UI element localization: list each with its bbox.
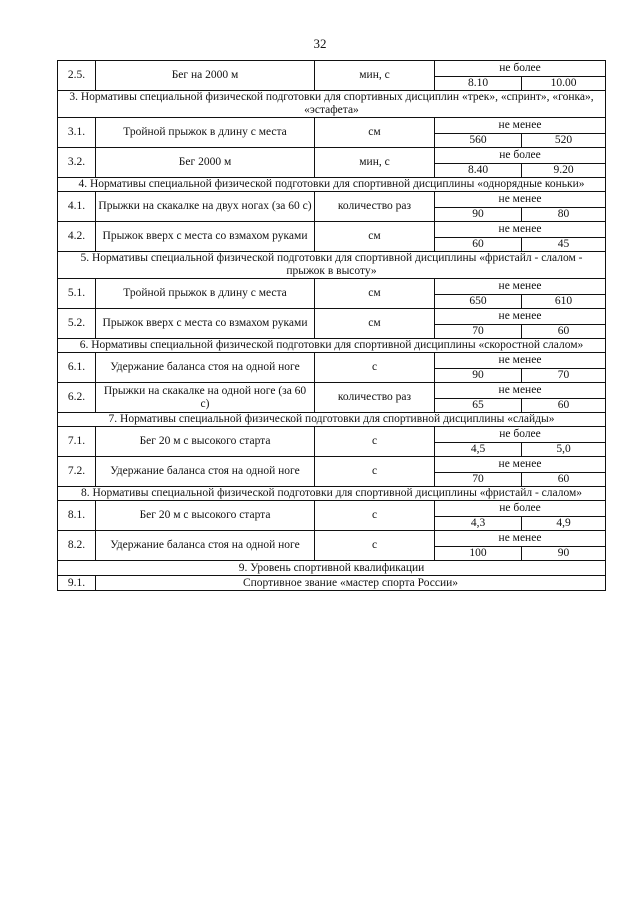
table-row — [58, 309, 606, 325]
unit-of-measure: с — [315, 501, 435, 531]
table-row — [58, 531, 606, 547]
norm-condition: не менее — [435, 309, 606, 325]
item-number: 2.5. — [58, 61, 96, 91]
item-number: 4.1. — [58, 192, 96, 222]
norm-value-girls: 60 — [522, 473, 606, 487]
table-row — [58, 383, 606, 399]
table-row — [58, 279, 606, 295]
item-number: 9.1. — [58, 576, 96, 591]
section-title: 7. Нормативы специальной физической подготовки для спортивной дисциплины «слайды» — [58, 413, 606, 427]
unit-of-measure: с — [315, 353, 435, 383]
unit-of-measure: количество раз — [315, 383, 435, 413]
section-header-row — [58, 91, 606, 118]
section-title: 3. Нормативы специальной физической подготовки для спортивных дисциплин «трек», «спринт», «гонка», «эстафета» — [58, 91, 606, 118]
norm-condition: не менее — [435, 383, 606, 399]
item-number: 7.1. — [58, 427, 96, 457]
section-header-row — [58, 413, 606, 427]
norm-value-boys: 100 — [435, 547, 522, 561]
exercise-name: Тройной прыжок в длину с места — [96, 118, 315, 148]
norm-value-boys: 560 — [435, 134, 522, 148]
norm-value-boys: 90 — [435, 208, 522, 222]
unit-of-measure: мин, с — [315, 61, 435, 91]
qualification-text: Спортивное звание «мастер спорта России» — [96, 576, 606, 591]
table-row — [58, 427, 606, 443]
item-number: 5.2. — [58, 309, 96, 339]
norm-condition: не менее — [435, 457, 606, 473]
exercise-name: Бег 20 м с высокого старта — [96, 501, 315, 531]
norm-value-girls: 610 — [522, 295, 606, 309]
section-header-row — [58, 487, 606, 501]
norm-value-boys: 4,5 — [435, 443, 522, 457]
table-row — [58, 61, 606, 77]
item-number: 7.2. — [58, 457, 96, 487]
norm-value-girls: 70 — [522, 369, 606, 383]
table-row — [58, 576, 606, 591]
norm-value-boys: 60 — [435, 238, 522, 252]
norm-condition: не более — [435, 427, 606, 443]
norm-value-girls: 90 — [522, 547, 606, 561]
norm-value-girls: 520 — [522, 134, 606, 148]
norm-value-girls: 45 — [522, 238, 606, 252]
norm-value-girls: 9.20 — [522, 164, 606, 178]
unit-of-measure: с — [315, 457, 435, 487]
exercise-name: Бег на 2000 м — [96, 61, 315, 91]
section-title: 9. Уровень спортивной квалификации — [58, 561, 606, 576]
norm-value-girls: 60 — [522, 325, 606, 339]
section-title: 5. Нормативы специальной физической подготовки для спортивной дисциплины «фристайл - слалом - прыжок в высоту» — [58, 252, 606, 279]
exercise-name: Удержание баланса стоя на одной ноге — [96, 457, 315, 487]
item-number: 3.1. — [58, 118, 96, 148]
unit-of-measure: см — [315, 118, 435, 148]
item-number: 6.1. — [58, 353, 96, 383]
unit-of-measure: см — [315, 279, 435, 309]
norm-value-boys: 70 — [435, 473, 522, 487]
unit-of-measure: см — [315, 222, 435, 252]
norm-condition: не менее — [435, 531, 606, 547]
unit-of-measure: количество раз — [315, 192, 435, 222]
norm-value-boys: 8.10 — [435, 77, 522, 91]
unit-of-measure: см — [315, 309, 435, 339]
item-number: 6.2. — [58, 383, 96, 413]
table-row — [58, 192, 606, 208]
norm-value-boys: 90 — [435, 369, 522, 383]
item-number: 3.2. — [58, 148, 96, 178]
table-row — [58, 501, 606, 517]
unit-of-measure: с — [315, 427, 435, 457]
exercise-name: Бег 20 м с высокого старта — [96, 427, 315, 457]
norm-value-boys: 8.40 — [435, 164, 522, 178]
section-header-row — [58, 339, 606, 353]
exercise-name: Прыжок вверх с места со взмахом руками — [96, 222, 315, 252]
exercise-name: Бег 2000 м — [96, 148, 315, 178]
exercise-name: Удержание баланса стоя на одной ноге — [96, 353, 315, 383]
page-number: 32 — [313, 36, 327, 51]
norm-condition: не более — [435, 61, 606, 77]
norm-value-girls: 5,0 — [522, 443, 606, 457]
table-row — [58, 148, 606, 164]
norm-condition: не менее — [435, 222, 606, 238]
norm-condition: не менее — [435, 192, 606, 208]
norm-value-boys: 650 — [435, 295, 522, 309]
section-title: 8. Нормативы специальной физической подготовки для спортивной дисциплины «фристайл - слалом» — [58, 487, 606, 501]
exercise-name: Удержание баланса стоя на одной ноге — [96, 531, 315, 561]
unit-of-measure: мин, с — [315, 148, 435, 178]
norm-value-boys: 65 — [435, 399, 522, 413]
table-row — [58, 457, 606, 473]
norm-condition: не более — [435, 148, 606, 164]
norm-condition: не более — [435, 501, 606, 517]
exercise-name: Прыжки на скакалке на двух ногах (за 60 с) — [96, 192, 315, 222]
norm-value-girls: 10.00 — [522, 77, 606, 91]
table-row — [58, 353, 606, 369]
norm-value-girls: 60 — [522, 399, 606, 413]
section-header-row — [58, 178, 606, 192]
table-row — [58, 118, 606, 134]
item-number: 5.1. — [58, 279, 96, 309]
standards-table — [57, 60, 606, 591]
table-row — [58, 222, 606, 238]
item-number: 8.1. — [58, 501, 96, 531]
exercise-name: Тройной прыжок в длину с места — [96, 279, 315, 309]
norm-value-girls: 4,9 — [522, 517, 606, 531]
section-header-row — [58, 252, 606, 279]
unit-of-measure: с — [315, 531, 435, 561]
exercise-name: Прыжки на скакалке на одной ноге (за 60 с) — [96, 383, 315, 413]
norm-condition: не менее — [435, 118, 606, 134]
section-title: 4. Нормативы специальной физической подготовки для спортивной дисциплины «однорядные коньки» — [58, 178, 606, 192]
norm-condition: не менее — [435, 279, 606, 295]
norm-value-boys: 4,3 — [435, 517, 522, 531]
exercise-name: Прыжок вверх с места со взмахом руками — [96, 309, 315, 339]
norm-value-boys: 70 — [435, 325, 522, 339]
norm-condition: не менее — [435, 353, 606, 369]
item-number: 4.2. — [58, 222, 96, 252]
norm-value-girls: 80 — [522, 208, 606, 222]
section-header-row — [58, 561, 606, 576]
section-title: 6. Нормативы специальной физической подготовки для спортивной дисциплины «скоростной слалом» — [58, 339, 606, 353]
item-number: 8.2. — [58, 531, 96, 561]
